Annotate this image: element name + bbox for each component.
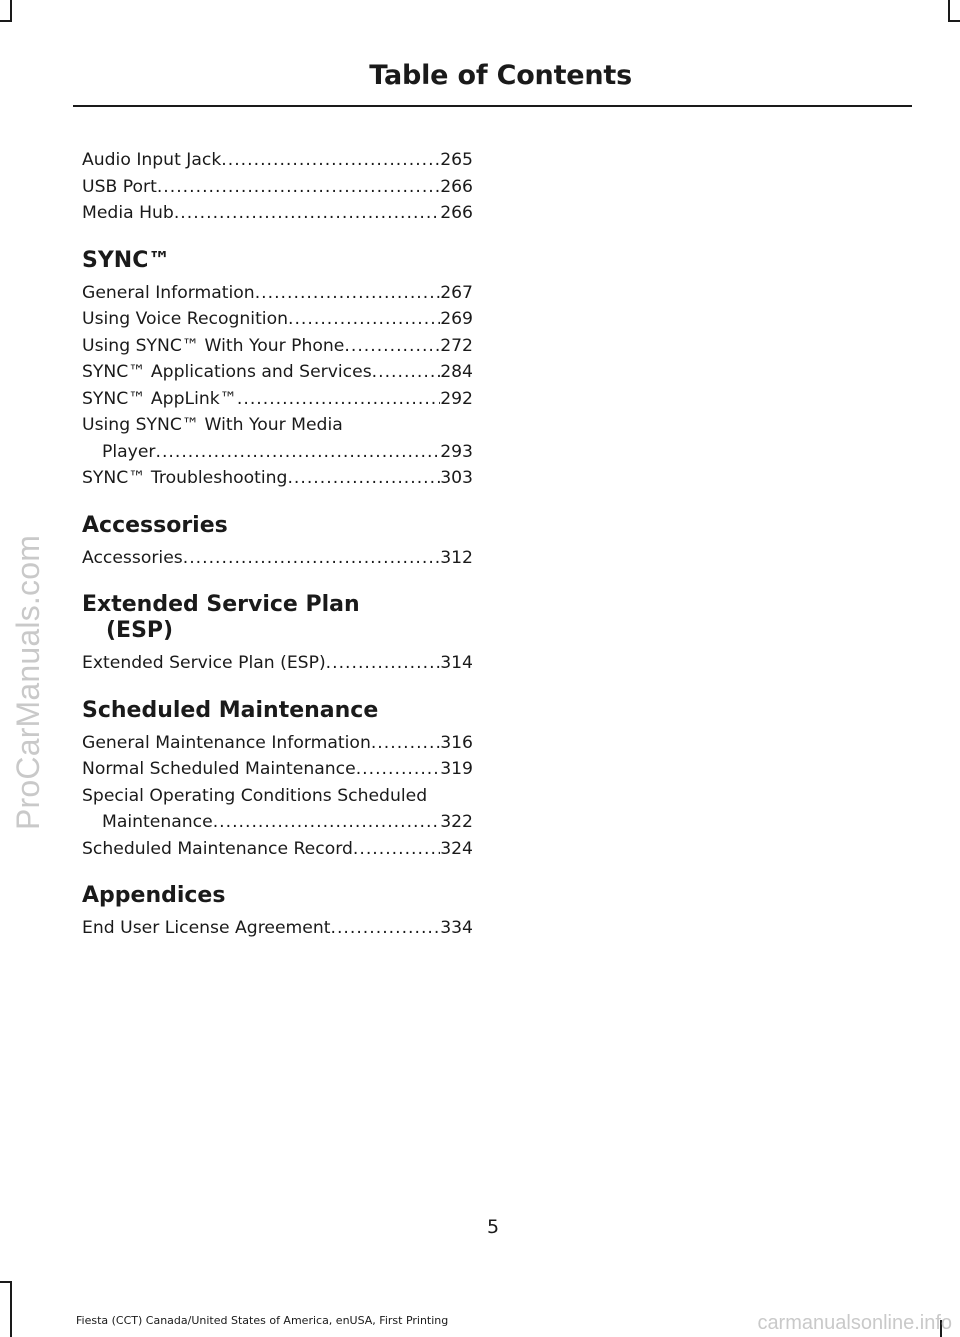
toc-entry[interactable]: SYNC™ Troubleshooting ..... 303 [82,465,473,492]
toc-entry[interactable]: General Information ..... 267 [82,280,473,307]
header-divider [73,105,912,107]
page-number: 5 [487,1216,500,1238]
toc-entry[interactable]: General Maintenance Information ..... 316 [82,730,473,757]
crop-mark-top-left-h [0,20,12,22]
footer-watermark: carmanualsonline.info [757,1312,952,1334]
toc-entry[interactable]: Media Hub ..... 266 [82,200,473,227]
toc-entry[interactable]: Using SYNC™ With Your Phone ..... 272 [82,333,473,360]
section-heading-sync: SYNC™ [82,247,171,273]
toc-entry[interactable]: Scheduled Maintenance Record ..... 324 [82,836,473,863]
toc-entry[interactable]: Using SYNC™ With Your Media Player ..... 293 [82,412,473,465]
page-title: Table of Contents [369,60,632,91]
table-of-contents [82,147,473,942]
toc-entry[interactable]: SYNC™ AppLink™ ..... 292 [82,386,473,413]
toc-entry[interactable]: Accessories ..... 312 [82,545,473,572]
toc-entry[interactable]: Special Operating Conditions Scheduled Maintenance ..... 322 [82,783,473,836]
toc-entry[interactable]: Normal Scheduled Maintenance ..... 319 [82,756,473,783]
section-heading-maintenance: Scheduled Maintenance [82,697,379,723]
toc-entry[interactable]: SYNC™ Applications and Services ..... 284 [82,359,473,386]
toc-entry[interactable]: End User License Agreement ..... 334 [82,915,473,942]
footer-text: Fiesta (CCT) Canada/United States of America, enUSA, First Printing [76,1314,449,1327]
crop-mark-top-left [10,0,12,22]
crop-mark-bottom-left-h [0,1281,12,1283]
section-heading-appendices: Appendices [82,883,226,908]
side-watermark: ProCarManuals.com [10,534,46,830]
toc-entry[interactable]: Using Voice Recognition ..... 269 [82,306,473,333]
section-heading-esp: Extended Service Plan (ESP) [82,592,360,643]
crop-mark-bottom-left [10,1281,12,1337]
crop-mark-top-right [948,0,950,22]
crop-mark-top-right-h [948,20,960,22]
section-heading-accessories: Accessories [82,512,228,538]
toc-entry[interactable]: Extended Service Plan (ESP) ..... 314 [82,650,473,677]
toc-entry[interactable]: USB Port ..... 266 [82,174,473,201]
toc-entry[interactable]: Audio Input Jack ..... 265 [82,147,473,174]
